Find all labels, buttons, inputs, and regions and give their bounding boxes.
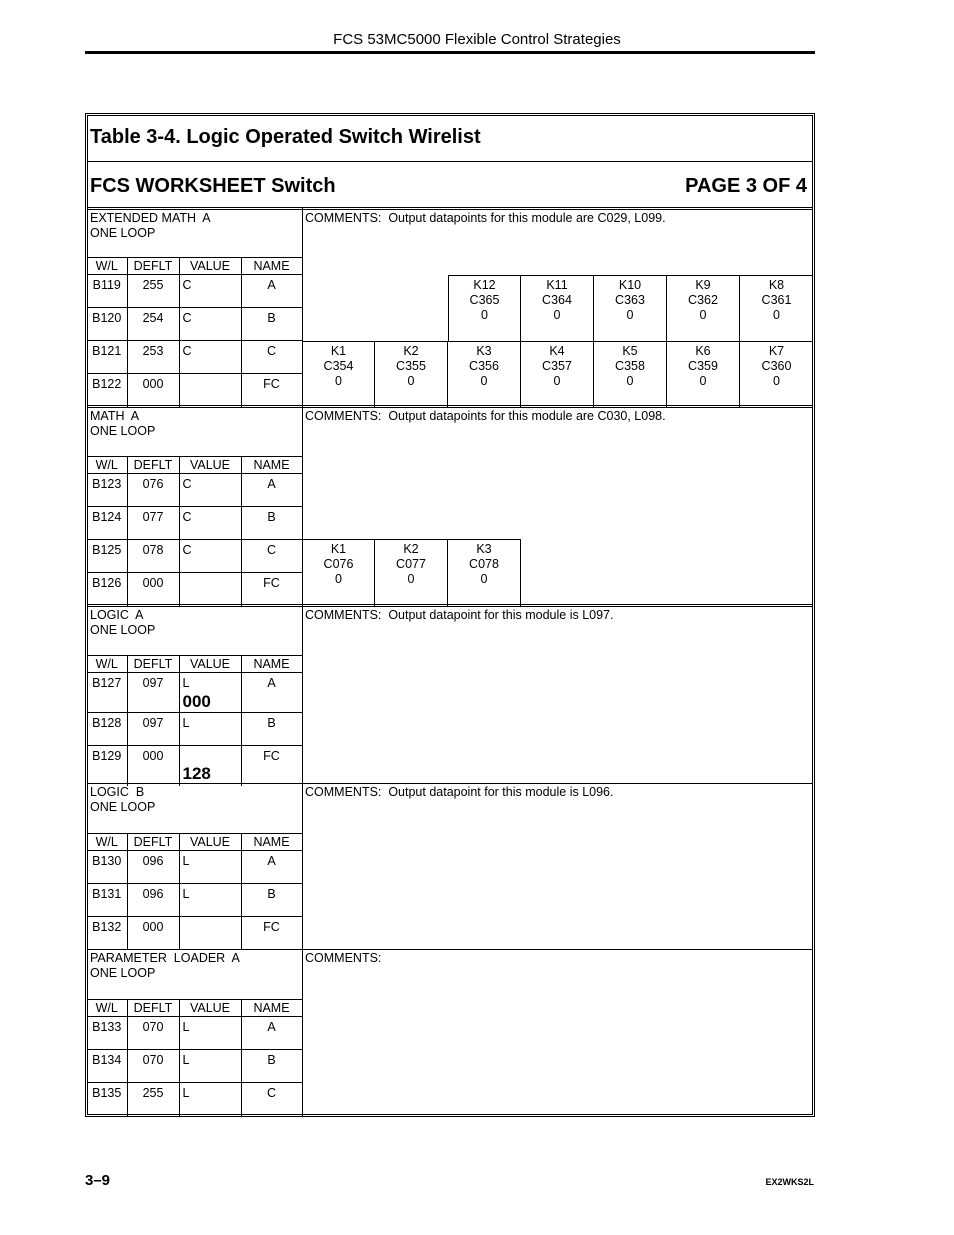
value-cell: L: [179, 1050, 241, 1083]
wl-cell: B121: [87, 341, 127, 374]
deflt-cell: 097: [127, 673, 179, 713]
worksheet-title: FCS WORKSHEET Switch: [90, 175, 336, 197]
col-deflt: DEFLT: [127, 258, 179, 275]
name-cell: B: [241, 507, 302, 540]
col-wl: W/L: [87, 656, 127, 673]
value-cell: L: [179, 1017, 241, 1050]
wl-cell: B127: [87, 673, 127, 713]
page-label: PAGE 3 OF 4: [685, 175, 807, 197]
table-row: [87, 374, 302, 407]
wl-cell: B131: [87, 884, 127, 917]
col-name: NAME: [241, 834, 302, 851]
wl-cell: B132: [87, 917, 127, 950]
k-cell: K1 C354 0: [302, 341, 375, 407]
module-name: LOGIC A ONE LOOP: [90, 608, 156, 637]
section-logic-a: [87, 604, 813, 784]
value-cell: [179, 673, 241, 713]
wl-cell: B123: [87, 474, 127, 507]
k-cell: K8 C361 0: [740, 275, 813, 342]
name-cell: C: [241, 341, 302, 374]
name-cell: FC: [241, 573, 302, 606]
name-cell: B: [241, 308, 302, 341]
k-cell: K4 C357 0: [521, 341, 594, 407]
table-row: [87, 308, 302, 341]
wirelist-table: [87, 456, 303, 606]
section-rule: [87, 207, 813, 210]
module-comments: COMMENTS: Output datapoint for this module is L096.: [305, 785, 614, 799]
module-comments: COMMENTS: Output datapoints for this module are C030, L098.: [305, 409, 666, 423]
value-cell: C: [179, 308, 241, 341]
value-cell: C: [179, 341, 241, 374]
value-cell: C: [179, 540, 241, 573]
module-name: MATH A ONE LOOP: [90, 409, 156, 438]
deflt-cell: 076: [127, 474, 179, 507]
value-cell: C: [179, 474, 241, 507]
col-wl: W/L: [87, 258, 127, 275]
deflt-cell: 096: [127, 851, 179, 884]
value-handwritten: 128: [182, 764, 211, 783]
table-row: [87, 540, 302, 573]
table-row: [87, 713, 302, 746]
value-cell: [179, 374, 241, 407]
table-row: [87, 746, 302, 786]
name-cell: B: [241, 1050, 302, 1083]
table-row: [87, 884, 302, 917]
section-rule: [87, 405, 813, 408]
wl-cell: B120: [87, 308, 127, 341]
name-cell: FC: [241, 374, 302, 407]
wl-cell: B128: [87, 713, 127, 746]
col-deflt: DEFLT: [127, 656, 179, 673]
col-deflt: DEFLT: [127, 457, 179, 474]
col-name: NAME: [241, 656, 302, 673]
title-rule: [87, 161, 813, 162]
col-value: VALUE: [179, 1000, 241, 1017]
deflt-cell: 000: [127, 374, 179, 407]
name-cell: C: [241, 540, 302, 573]
col-wl: W/L: [87, 457, 127, 474]
wl-cell: B130: [87, 851, 127, 884]
table-row: [87, 1050, 302, 1083]
k-cell: K2 C355 0: [375, 341, 448, 407]
section-rule: [87, 783, 813, 784]
value-text: L: [182, 676, 190, 690]
table-row: [87, 573, 302, 606]
k-constants: [302, 539, 521, 606]
section-rule: [87, 949, 813, 950]
module-comments: COMMENTS: Output datapoint for this module is L097.: [305, 608, 614, 622]
k-cell: K6 C359 0: [667, 341, 740, 407]
k-cell: K9 C362 0: [667, 275, 740, 342]
wl-cell: B126: [87, 573, 127, 606]
table-row: [87, 474, 302, 507]
module-name: LOGIC B ONE LOOP: [90, 785, 156, 814]
k-cell: K7 C360 0: [740, 341, 813, 407]
table-row: [87, 917, 302, 950]
table-row: [87, 507, 302, 540]
deflt-cell: 077: [127, 507, 179, 540]
section-extended-math-a: [87, 207, 813, 407]
wl-cell: B133: [87, 1017, 127, 1050]
table-title: Table 3-4. Logic Operated Switch Wirelist: [90, 126, 481, 148]
col-wl: W/L: [87, 834, 127, 851]
k-cell: K10 C363 0: [594, 275, 667, 342]
name-cell: B: [241, 713, 302, 746]
name-cell: A: [241, 851, 302, 884]
deflt-cell: 253: [127, 341, 179, 374]
col-value: VALUE: [179, 834, 241, 851]
col-name: NAME: [241, 1000, 302, 1017]
page-number: 3–9: [85, 1172, 111, 1189]
module-comments: COMMENTS: Output datapoints for this module are C029, L099.: [305, 211, 666, 225]
wl-cell: B122: [87, 374, 127, 407]
wirelist-table: [87, 257, 303, 407]
wl-cell: B125: [87, 540, 127, 573]
wl-cell: B124: [87, 507, 127, 540]
name-cell: A: [241, 474, 302, 507]
module-name: EXTENDED MATH A ONE LOOP: [90, 211, 211, 240]
table-row: [87, 1083, 302, 1116]
col-deflt: DEFLT: [127, 834, 179, 851]
col-value: VALUE: [179, 258, 241, 275]
section-math-a: [87, 405, 813, 606]
wirelist-table: [87, 999, 303, 1116]
module-comments: COMMENTS:: [305, 951, 382, 965]
col-name: NAME: [241, 457, 302, 474]
page-header: FCS 53MC5000 Flexible Control Strategies: [333, 31, 621, 48]
col-value: VALUE: [179, 656, 241, 673]
k-constants-lower: [302, 341, 813, 407]
deflt-cell: 070: [127, 1050, 179, 1083]
section-rule: [87, 604, 813, 607]
module-name: PARAMETER LOADER A ONE LOOP: [90, 951, 240, 980]
section-logic-b: [87, 783, 813, 950]
value-cell: L: [179, 1083, 241, 1116]
name-cell: A: [241, 275, 302, 308]
name-cell: A: [241, 1017, 302, 1050]
wirelist-table: [87, 655, 303, 786]
wl-cell: B119: [87, 275, 127, 308]
table-row: [87, 1017, 302, 1050]
section-parameter-loader-a: [87, 949, 813, 1115]
col-value: VALUE: [179, 457, 241, 474]
name-cell: FC: [241, 917, 302, 950]
k-cell: K3 C356 0: [448, 341, 521, 407]
value-cell: [179, 573, 241, 606]
table-row: [87, 851, 302, 884]
deflt-cell: 255: [127, 275, 179, 308]
k-cell: K1 C076 0: [302, 539, 375, 606]
k-constants-upper: [448, 275, 813, 342]
value-cell: [179, 917, 241, 950]
document-code: EX2WKS2L: [765, 1177, 814, 1187]
table-row: [87, 275, 302, 308]
deflt-cell: 000: [127, 746, 179, 786]
deflt-cell: 255: [127, 1083, 179, 1116]
wl-cell: B134: [87, 1050, 127, 1083]
value-cell: L: [179, 851, 241, 884]
k-cell: K5 C358 0: [594, 341, 667, 407]
value-handwritten: 000: [182, 692, 211, 711]
value-cell: [179, 746, 241, 786]
value-cell: C: [179, 507, 241, 540]
col-deflt: DEFLT: [127, 1000, 179, 1017]
value-cell: L: [179, 884, 241, 917]
value-cell: C: [179, 275, 241, 308]
wl-cell: B129: [87, 746, 127, 786]
deflt-cell: 070: [127, 1017, 179, 1050]
name-cell: B: [241, 884, 302, 917]
name-cell: C: [241, 1083, 302, 1116]
deflt-cell: 078: [127, 540, 179, 573]
col-wl: W/L: [87, 1000, 127, 1017]
deflt-cell: 254: [127, 308, 179, 341]
deflt-cell: 097: [127, 713, 179, 746]
k-cell: K2 C077 0: [375, 539, 448, 606]
deflt-cell: 096: [127, 884, 179, 917]
k-cell: K11 C364 0: [521, 275, 594, 342]
name-cell: FC: [241, 746, 302, 786]
deflt-cell: 000: [127, 917, 179, 950]
wl-cell: B135: [87, 1083, 127, 1116]
col-name: NAME: [241, 258, 302, 275]
wirelist-table: [87, 833, 303, 950]
table-row: [87, 341, 302, 374]
table-row: [87, 673, 302, 713]
name-cell: A: [241, 673, 302, 713]
k-cell: K12 C365 0: [448, 275, 521, 342]
deflt-cell: 000: [127, 573, 179, 606]
header-rule: [85, 51, 815, 54]
k-cell: K3 C078 0: [448, 539, 521, 606]
value-cell: L: [179, 713, 241, 746]
